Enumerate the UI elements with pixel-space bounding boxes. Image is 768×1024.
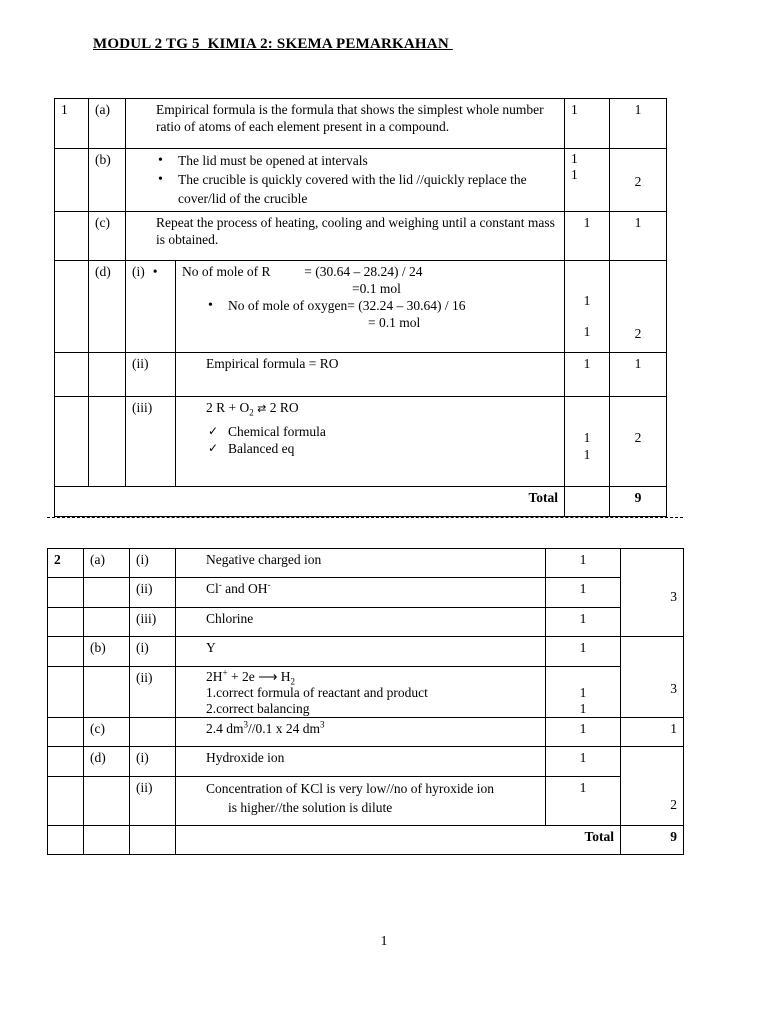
q1dii-mark: 1 (565, 353, 610, 397)
question-1-table (54, 98, 667, 517)
q1diii-total: 2 (610, 397, 667, 487)
q2b-total: 3 (621, 637, 684, 718)
q2d-total: 2 (621, 747, 684, 826)
page-number: 1 (380, 934, 388, 949)
q1-number: 1 (55, 99, 89, 149)
q1b-point: • The lid must be opened at intervals (156, 151, 558, 170)
q2aiii-answer: Chlorine (176, 608, 546, 637)
q2aii-mark: 1 (546, 578, 621, 608)
q2b-label: (b) (84, 637, 130, 667)
q2bi-label: (i) (130, 637, 176, 667)
q2bii-equation: 2H+ + 2e ⟶ $H_2$ (206, 667, 296, 687)
q2di-mark: 1 (546, 747, 621, 777)
q1a-total: 1 (610, 99, 667, 149)
q2c-mark: 1 (546, 718, 621, 747)
q1c-answer: Repeat the process of heating, cooling and weighing until a constant mass is obtained. (126, 212, 565, 261)
q2di-answer: Hydroxide ion (176, 747, 546, 777)
q2ai-mark: 1 (546, 549, 621, 578)
arrow-icon: ⟶ (258, 669, 278, 684)
q2bi-answer: Y (176, 637, 546, 667)
q2c-answer: 2.4 $dm^3//0.1$ x 24 $dm^3$ (176, 718, 546, 747)
q2a-label: (a) (84, 549, 130, 578)
q2bii-answer: 2H+ + 2e ⟶ $H_2$ 1.correct formula of reactant and product 2.correct balancing (176, 667, 546, 718)
q2bi-mark: 1 (546, 637, 621, 667)
q1dii-answer: Empirical formula = RO (176, 353, 565, 397)
arrow-icon: ⇄ (257, 402, 267, 415)
q1di-answer: No of mole of R = (30.64 – 28.24) / 24 =0.1 mol • No of mole of oxygen= (32.24 – 30.64) / 16 = 0.1 mol (176, 261, 565, 353)
q2-number: 2 (48, 549, 84, 578)
q1di-total: 2 (610, 261, 667, 353)
q2c-label: (c) (84, 718, 130, 747)
q1b-total: 2 (610, 149, 667, 212)
bullet-icon: • (152, 264, 158, 279)
q1di-marks: 1 1 (565, 261, 610, 353)
q2dii-mark: 1 (546, 777, 621, 826)
check-item: ✓ Chemical formula (206, 423, 558, 440)
q1a-mark: 1 (565, 99, 610, 149)
q1di-label: (i) • (126, 261, 176, 353)
q2dii-label: (ii) (130, 777, 176, 826)
q2d-label: (d) (84, 747, 130, 777)
q2-total: 9 (621, 826, 684, 855)
q2ai-answer: Negative charged ion (176, 549, 546, 578)
q2bii-label: (ii) (130, 667, 176, 718)
question-2-table (47, 548, 684, 855)
q1b-label: (b) (89, 149, 126, 212)
q2bii-marks: 1 1 (546, 667, 621, 718)
q2c-total: 1 (621, 718, 684, 747)
q1-total-label: Total (55, 487, 565, 517)
q1diii-answer (176, 397, 565, 487)
q1dii-total: 1 (610, 353, 667, 397)
q1c-mark: 1 (565, 212, 610, 261)
q1c-label: (c) (89, 212, 126, 261)
q1b-marks: 1 1 (565, 149, 610, 212)
q1diii-label: (iii) (126, 397, 176, 487)
q2aiii-mark: 1 (546, 608, 621, 637)
q1diii-marks: 1 1 (565, 397, 610, 487)
q1d-label: (d) (89, 261, 126, 353)
q1c-total: 1 (610, 212, 667, 261)
q2di-label: (i) (130, 747, 176, 777)
q1b-answer (126, 149, 565, 212)
q2aii-answer: Cl- and OH- (176, 578, 546, 608)
page-title: MODUL 2 TG 5 KIMIA 2: SKEMA PEMARKAHAN (93, 36, 453, 52)
q1a-answer: Empirical formula is the formula that shows the simplest whole number ratio of atoms of each element present in a compound. (126, 99, 565, 149)
q2aiii-label: (iii) (130, 608, 176, 637)
q2a-total: 3 (621, 549, 684, 637)
q2dii-answer: Concentration of KCl is very low//no of hyroxide ion is higher//the solution is dilute (176, 777, 546, 826)
q1a-label: (a) (89, 99, 126, 149)
q2-total-label: Total (176, 826, 621, 855)
q2aii-label: (ii) (130, 578, 176, 608)
q1-total: 9 (610, 487, 667, 517)
q1b-point: • The crucible is quickly covered with the lid //quickly replace the cover/lid of the crucible (156, 170, 558, 208)
check-item: ✓ Balanced eq (206, 440, 558, 457)
q2ai-label: (i) (130, 549, 176, 578)
separator-line (47, 517, 683, 518)
q1diii-equation: 2 $R + O_2$ ⇄ 2 RO (206, 400, 299, 418)
q1dii-label: (ii) (126, 353, 176, 397)
